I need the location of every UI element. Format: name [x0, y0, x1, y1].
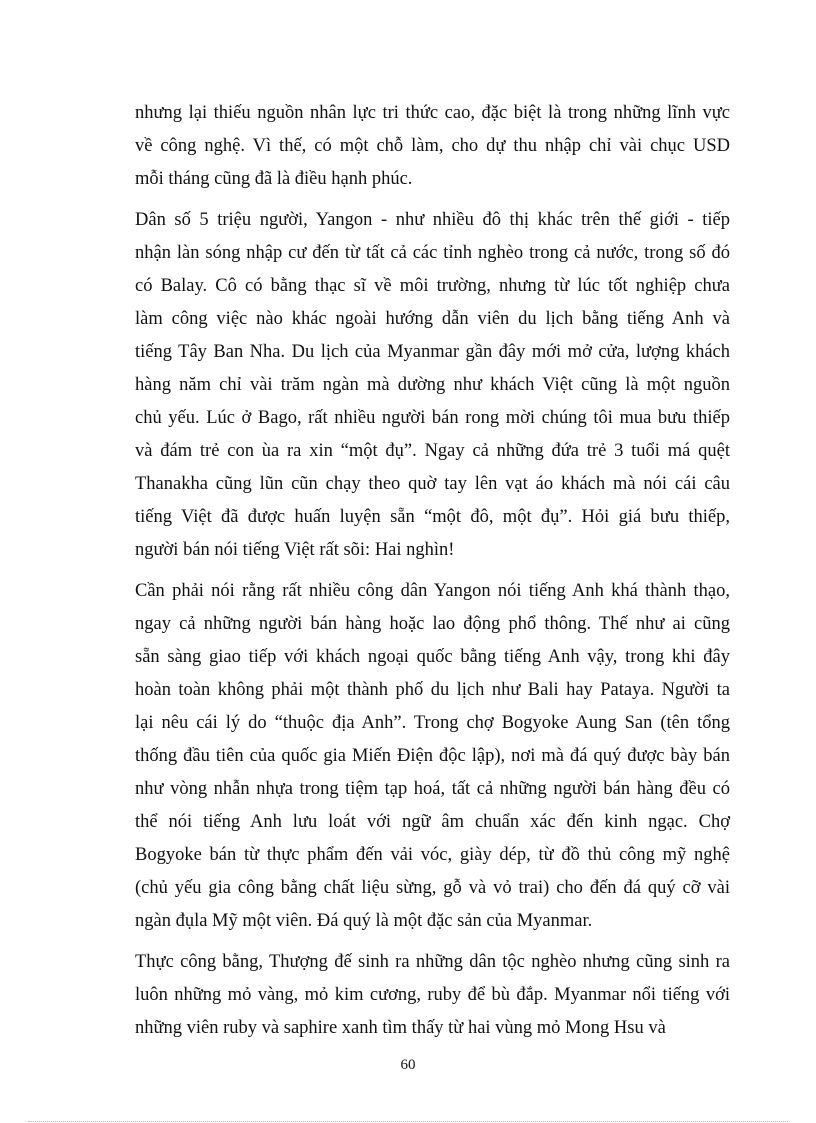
- paragraph: [135, 575, 730, 938]
- text-line: Thực công bằng, Thượng đế sinh ra những dân tộc nghèo nhưng cũng sinh ra: [135, 952, 730, 972]
- paragraph-gap: [135, 567, 730, 575]
- text-line: thống đầu tiên của quốc gia Miến Điện độc lập), nơi mà đá quý được bày bán: [135, 746, 730, 766]
- text-line: làm công việc nào khác ngoài hướng dẫn viên du lịch bằng tiếng Anh và: [135, 309, 730, 329]
- text-line: những viên ruby và saphire xanh tìm thấy từ hai vùng mỏ Mong Hsu và: [135, 1018, 666, 1038]
- text-line: ngàn đụla Mỹ một viên. Đá quý là một đặc sản của Myanmar.: [135, 911, 593, 931]
- paragraph: [135, 204, 730, 567]
- text-line: Bogyoke bán từ thực phẩm đến vải vóc, giày dép, từ đồ thủ công mỹ nghệ: [135, 845, 730, 865]
- text-line: có Balay. Cô có bằng thạc sĩ về môi trường, nhưng từ lúc tốt nghiệp chưa: [135, 276, 730, 296]
- text-line: nhưng lại thiếu nguồn nhân lực tri thức cao, đặc biệt là trong những lĩnh vực: [135, 103, 730, 123]
- text-line: người bán nói tiếng Việt rất sõi: Hai nghìn!: [135, 540, 455, 560]
- text-line: về công nghệ. Vì thế, có một chỗ làm, cho dự thu nhập chỉ vài chục USD: [135, 136, 730, 156]
- paragraph-gap: [135, 938, 730, 946]
- text-line: như vòng nhẫn nhựa trong tiệm tạp hoá, tất cả những người bán hàng đều có: [135, 779, 730, 799]
- body-text: [135, 97, 730, 1045]
- text-line: ngay cả những người bán hàng hoặc lao động phổ thông. Thế như ai cũng: [135, 614, 730, 634]
- text-line: chủ yếu. Lúc ở Bago, rất nhiều người bán rong mời chúng tôi mua bưu thiếp: [135, 408, 730, 428]
- text-line: tiếng Tây Ban Nha. Du lịch của Myanmar gần đây mới mở cửa, lượng khách: [135, 342, 730, 362]
- footer-divider: [28, 1121, 788, 1122]
- text-line: và đám trẻ con ùa ra xin “một đụ”. Ngay cả những đứa trẻ 3 tuổi má quệt: [135, 441, 730, 461]
- text-line: thể nói tiếng Anh lưu loát với ngữ âm chuẩn xác đến kinh ngạc. Chợ: [135, 812, 730, 832]
- text-line: mỗi tháng cũng đã là điều hạnh phúc.: [135, 169, 413, 189]
- text-line: luôn những mỏ vàng, mỏ kim cương, ruby để bù đắp. Myanmar nổi tiếng với: [135, 985, 730, 1005]
- text-line: tiếng Việt đã được huấn luyện sẵn “một đô, một đụ”. Hỏi giá bưu thiếp,: [135, 507, 730, 527]
- paragraph: [135, 97, 730, 196]
- text-line: Cần phải nói rằng rất nhiều công dân Yangon nói tiếng Anh khá thành thạo,: [135, 581, 730, 601]
- text-line: hàng năm chỉ vài trăm ngàn mà dường như khách Việt cũng là một nguồn: [135, 375, 730, 395]
- text-line: nhận làn sóng nhập cư đến từ tất cả các tỉnh nghèo trong cả nước, trong số đó: [135, 243, 730, 263]
- text-line: Dân số 5 triệu người, Yangon - như nhiều đô thị khác trên thế giới - tiếp: [135, 210, 730, 230]
- text-line: lại nêu cái lý do “thuộc địa Anh”. Trong chợ Bogyoke Aung San (tên tổng: [135, 713, 730, 733]
- text-line: hoàn toàn không phải một thành phố du lịch như Bali hay Pataya. Người ta: [135, 680, 730, 700]
- text-line: Thanakha cũng lũn cũn chạy theo quờ tay lên vạt áo khách mà nói cái câu: [135, 474, 730, 494]
- paragraph: [135, 946, 730, 1045]
- text-line: (chủ yếu gia công bằng chất liệu sừng, gỗ và vỏ trai) cho đến đá quý cỡ vài: [135, 878, 730, 898]
- paragraph-gap: [135, 196, 730, 204]
- text-line: sẵn sàng giao tiếp với khách ngoại quốc bằng tiếng Anh vậy, trong khi đây: [135, 647, 730, 667]
- page-number: 60: [400, 1057, 416, 1073]
